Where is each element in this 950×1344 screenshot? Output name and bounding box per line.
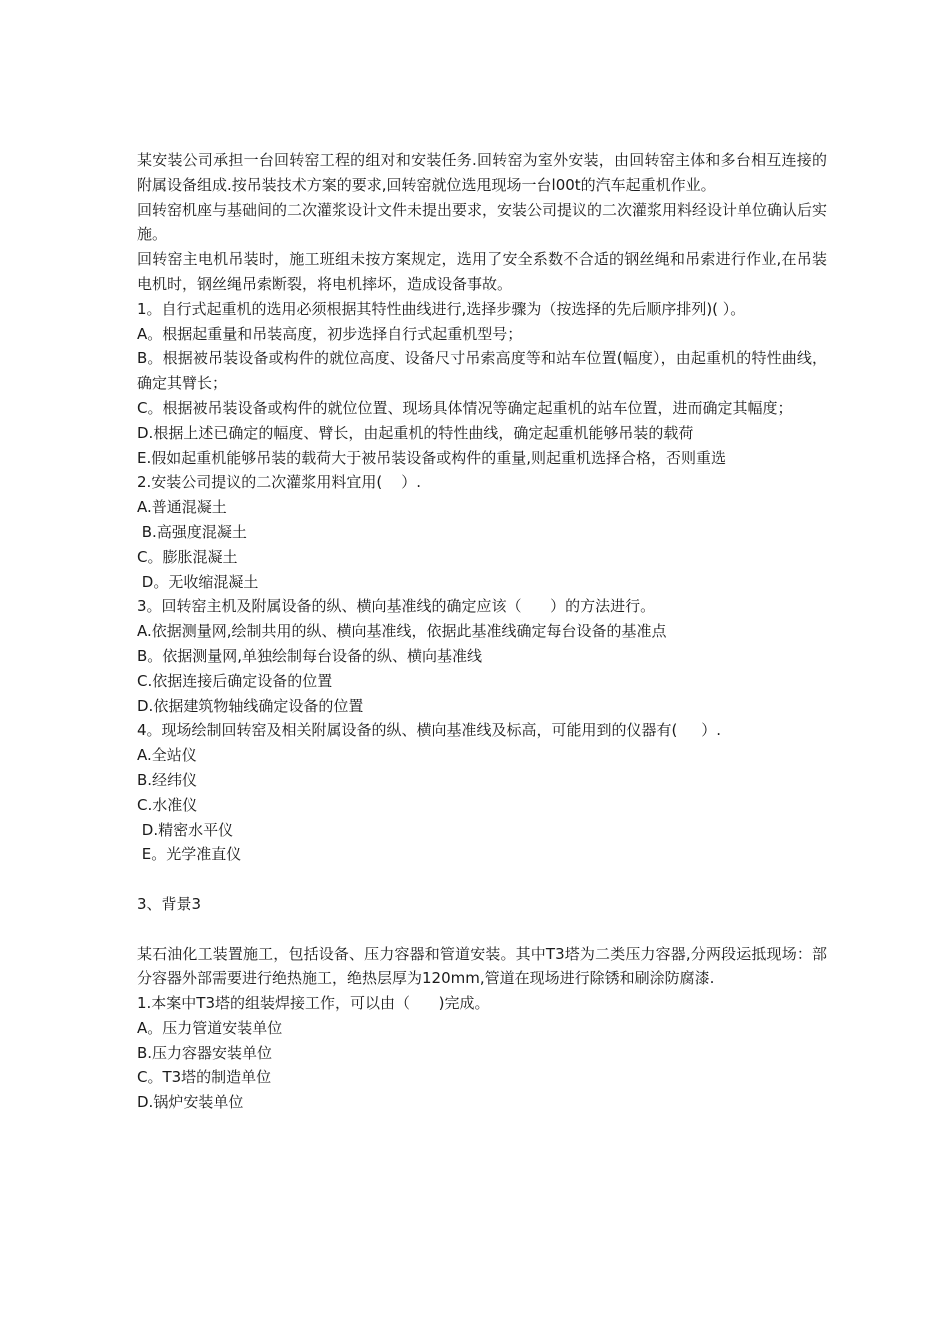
case2-question-2-option-c: C。膨胀混凝土 <box>137 547 238 566</box>
case2-question-1-option-a: A。根据起重量和吊装高度，初步选择自行式起重机型号； <box>137 324 523 343</box>
case3-heading: 3、背景3 <box>137 894 202 913</box>
case2-question-3-stem: 3。回转窑主机及附属设备的纵、横向基准线的确定应该（ ）的方法进行。 <box>137 597 656 616</box>
document-page <box>137 148 827 1115</box>
case2-question-2-option-a: A.普通混凝土 <box>137 498 227 517</box>
case2-question-2-stem: 2.安装公司提议的二次灌浆用料宜用( ）. <box>137 473 422 492</box>
blank-line <box>137 917 827 942</box>
case2-background-paragraph-2: 回转窑机座与基础间的二次灌浆设计文件未提出要求，安装公司提议的二次灌浆用料经设计单位确认后实施。 <box>137 200 828 244</box>
case2-question-4-stem: 4。现场绘制回转窑及相关附属设备的纵、横向基准线及标高，可能用到的仪器有( ）. <box>137 721 722 740</box>
case3-question-1-option-b: B.压力容器安装单位 <box>137 1043 273 1062</box>
blank-line <box>137 867 827 892</box>
case3-background-paragraph: 某石油化工装置施工，包括设备、压力容器和管道安装。其中T3塔为二类压力容器,分两段运抵现场：部分容器外部需要进行绝热施工，绝热层厚为120mm,管道在现场进行除锈和刷涂防腐漆. <box>137 944 827 988</box>
case3-question-1-stem: 1.本案中T3塔的组装焊接工作，可以由（ )完成。 <box>137 994 490 1013</box>
case2-question-1-option-d: D.根据上述已确定的幅度、臂长，由起重机的特性曲线，确定起重机能够吊装的载荷 <box>137 423 694 442</box>
case2-question-4-option-a: A.全站仪 <box>137 746 197 765</box>
case2-question-2-option-d: D。无收缩混凝土 <box>137 572 259 591</box>
case2-question-1-option-e: E.假如起重机能够吊装的载荷大于被吊装设备或构件的重量,则起重机选择合格，否则重选 <box>137 448 727 467</box>
case2-background-paragraph-1: 某安装公司承担一台回转窑工程的组对和安装任务.回转窑为室外安装，由回转窑主体和多台相互连接的附属设备组成.按吊装技术方案的要求,回转窑就位选甩现场一台l00t的汽车起重机作业。 <box>137 151 827 194</box>
case3-question-1-option-d: D.锅炉安装单位 <box>137 1093 244 1112</box>
case2-question-4-option-b: B.经纬仪 <box>137 770 198 789</box>
case3-question-1-option-a: A。压力管道安装单位 <box>137 1018 283 1037</box>
case2-question-1-option-c: C。根据被吊装设备或构件的就位位置、现场具体情况等确定起重机的站车位置，进而确定其幅度； <box>137 398 793 417</box>
case2-question-3-option-a: A.依据测量网,绘制共用的纵、横向基准线，依据此基准线确定每台设备的基准点 <box>137 622 667 641</box>
case2-question-2-option-b: B.高强度混凝土 <box>137 522 247 541</box>
case2-question-1-option-b: B。根据被吊装设备或构件的就位高度、设备尺寸吊索高度等和站车位置(幅度），由起重机的特性曲线，确定其臂长； <box>137 349 827 393</box>
case2-question-4-option-d: D.精密水平仪 <box>137 820 234 839</box>
case2-question-3-option-b: B。依据测量网,单独绘制每台设备的纵、横向基准线 <box>137 646 483 665</box>
case2-background-paragraph-3: 回转窑主电机吊装时，施工班组未按方案规定，选用了安全系数不合适的钢丝绳和吊索进行作业,在吊装电机时，钢丝绳吊索断裂，将电机摔坏，造成设备事故。 <box>137 250 827 293</box>
case2-question-1-stem: 1。自行式起重机的选用必须根据其特性曲线进行,选择步骤为（按选择的先后顺序排列)( ）。 <box>137 299 746 318</box>
case2-question-3-option-c: C.依据连接后确定设备的位置 <box>137 671 333 690</box>
case2-question-4-option-c: C.水准仪 <box>137 795 198 814</box>
case3-question-1-option-c: C。T3塔的制造单位 <box>137 1068 272 1087</box>
case2-question-4-option-e: E。光学准直仪 <box>137 845 242 864</box>
case2-question-3-option-d: D.依据建筑物轴线确定设备的位置 <box>137 696 364 715</box>
